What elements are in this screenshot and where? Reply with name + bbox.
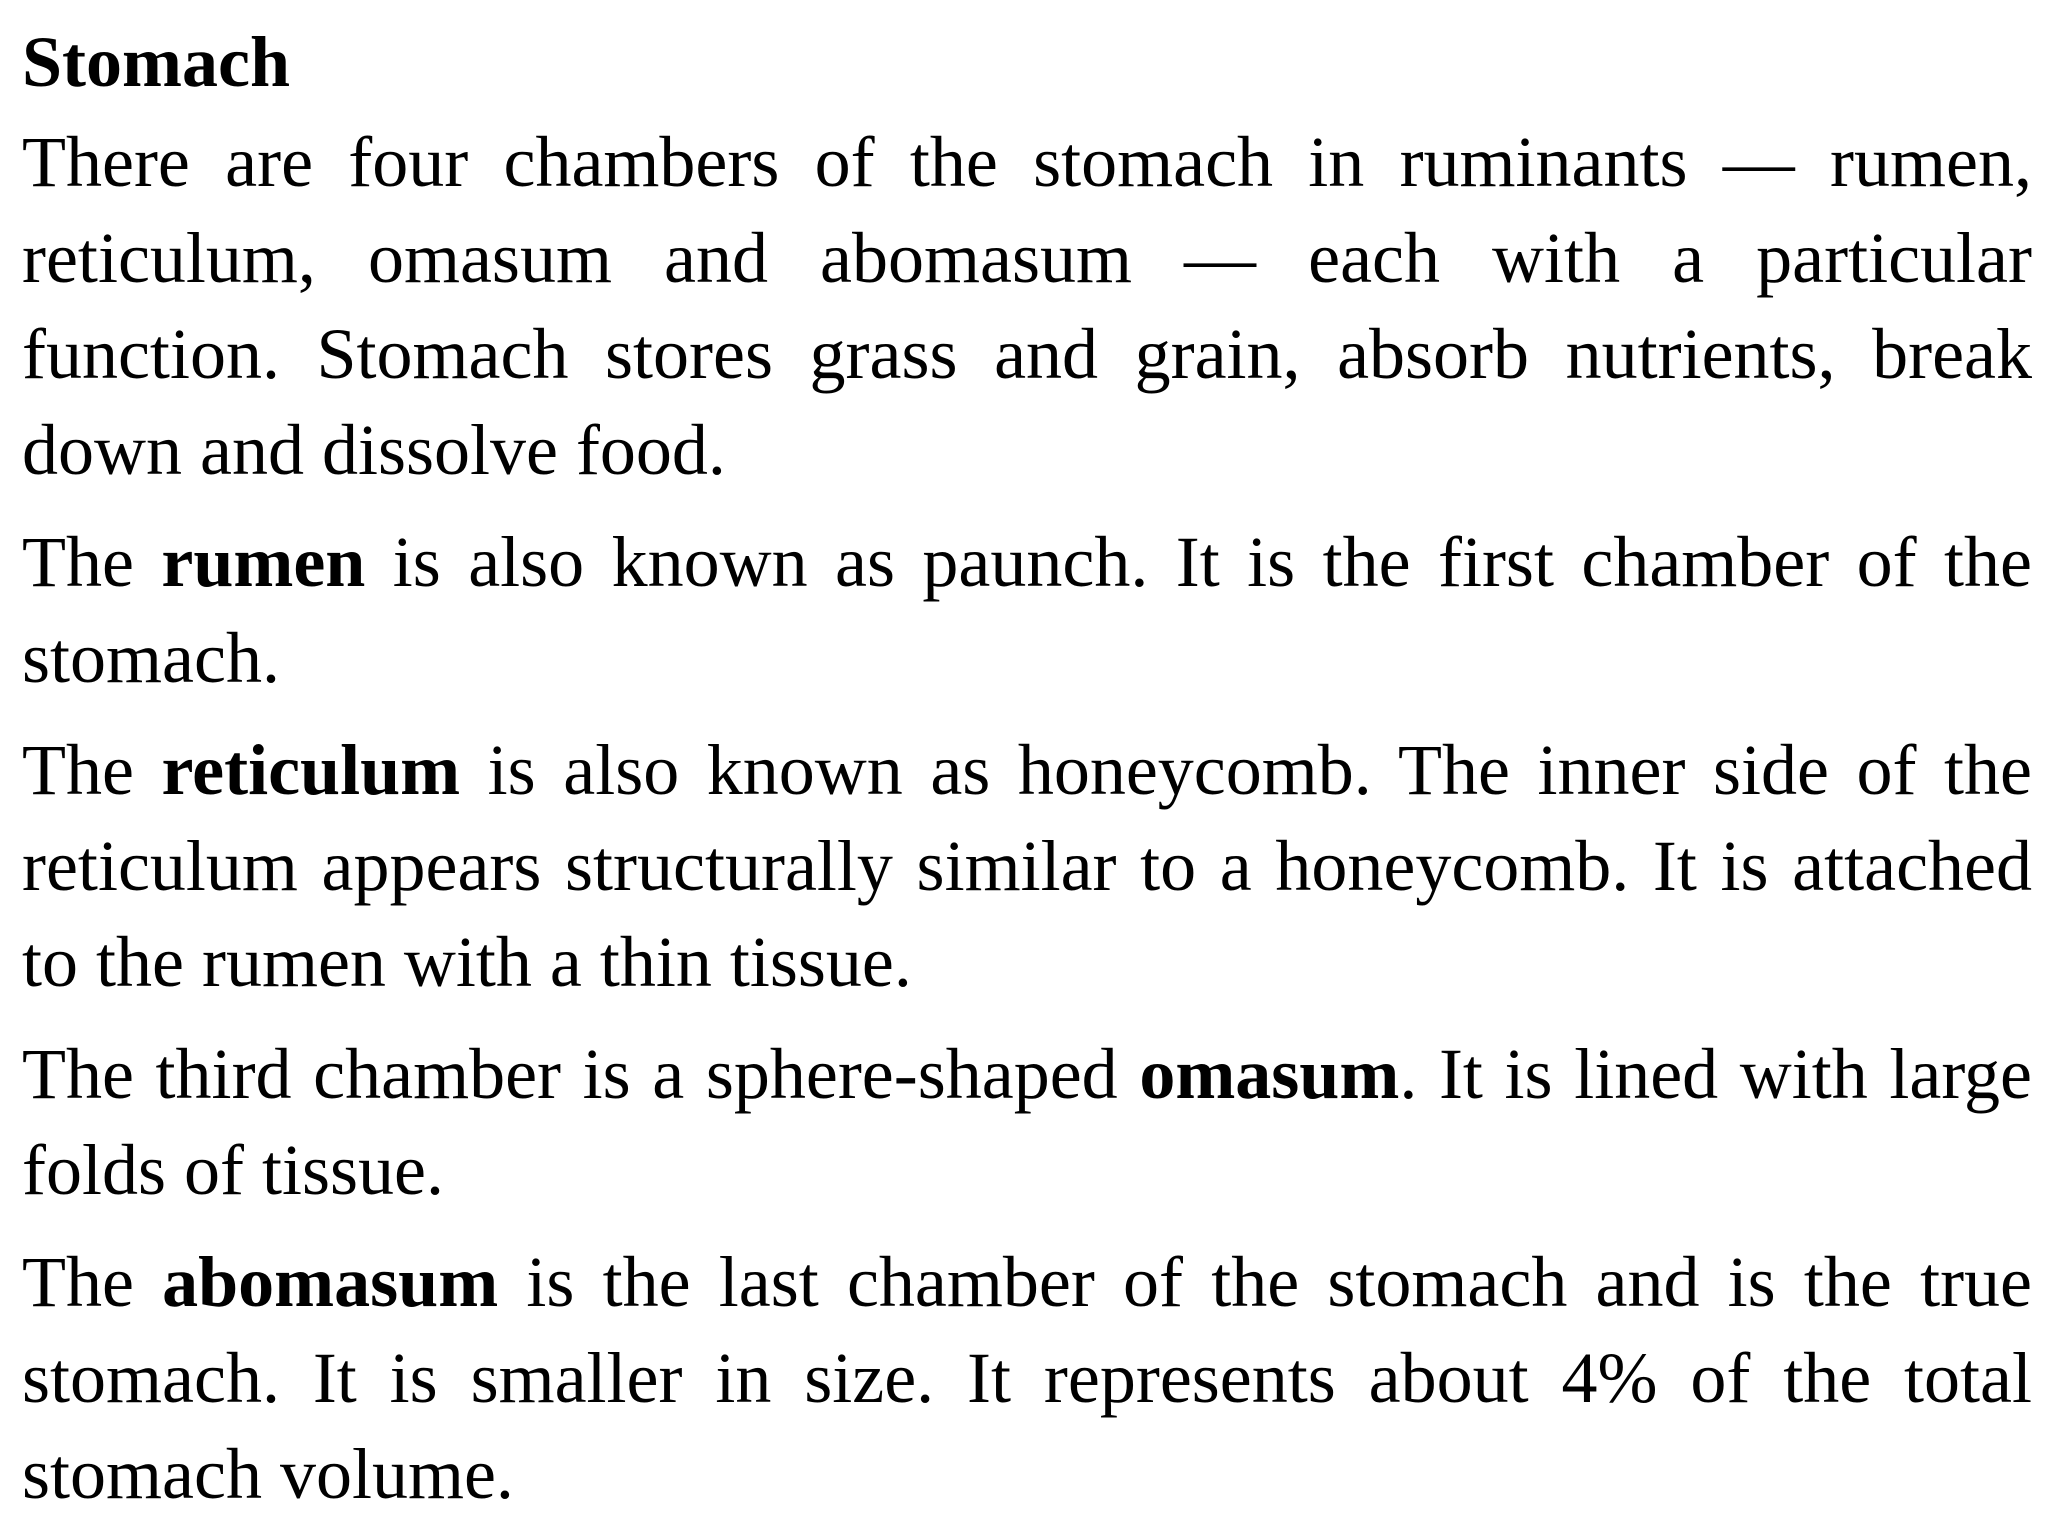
document-page bbox=[22, 0, 2032, 1522]
paragraph-intro: There are four chambers of the stomach in ruminants — rumen, reticulum, omasum and abomasum — each with a particular function. Stomach stores grass and grain, absorb nutrients, break down and dissolve food. bbox=[22, 122, 2032, 490]
paragraph-rumen bbox=[22, 514, 2032, 706]
paragraph-omasum-pre: The third chamber is a sphere-shaped bbox=[22, 1034, 1140, 1114]
paragraph-rumen-pre: The bbox=[22, 522, 162, 602]
paragraph-omasum bbox=[22, 1026, 2032, 1218]
section-heading: Stomach bbox=[22, 22, 290, 102]
paragraph-reticulum-post: is also known as honeycomb. The inner side of the reticulum appears structurally similar to a honeycomb. It is attached to the rumen with a thin tissue. bbox=[22, 730, 2033, 1002]
paragraph-abomasum-pre: The bbox=[22, 1242, 163, 1322]
paragraph-abomasum-post: is the last chamber of the stomach and is the true stomach. It is smaller in size. It represents about 4% of the total stomach volume. bbox=[22, 1242, 2033, 1514]
paragraph-abomasum bbox=[22, 1234, 2032, 1522]
term-omasum: omasum bbox=[1139, 1034, 1400, 1114]
paragraph-reticulum bbox=[22, 722, 2032, 1010]
paragraph-reticulum-pre: The bbox=[22, 730, 162, 810]
term-reticulum: reticulum bbox=[161, 730, 461, 810]
term-abomasum: abomasum bbox=[162, 1242, 499, 1322]
paragraph-omasum-post: . It is lined with large folds of tissue. bbox=[22, 1034, 2032, 1210]
term-rumen: rumen bbox=[161, 522, 366, 602]
paragraph-rumen-post: is also known as paunch. It is the first chamber of the stomach. bbox=[22, 522, 2033, 698]
